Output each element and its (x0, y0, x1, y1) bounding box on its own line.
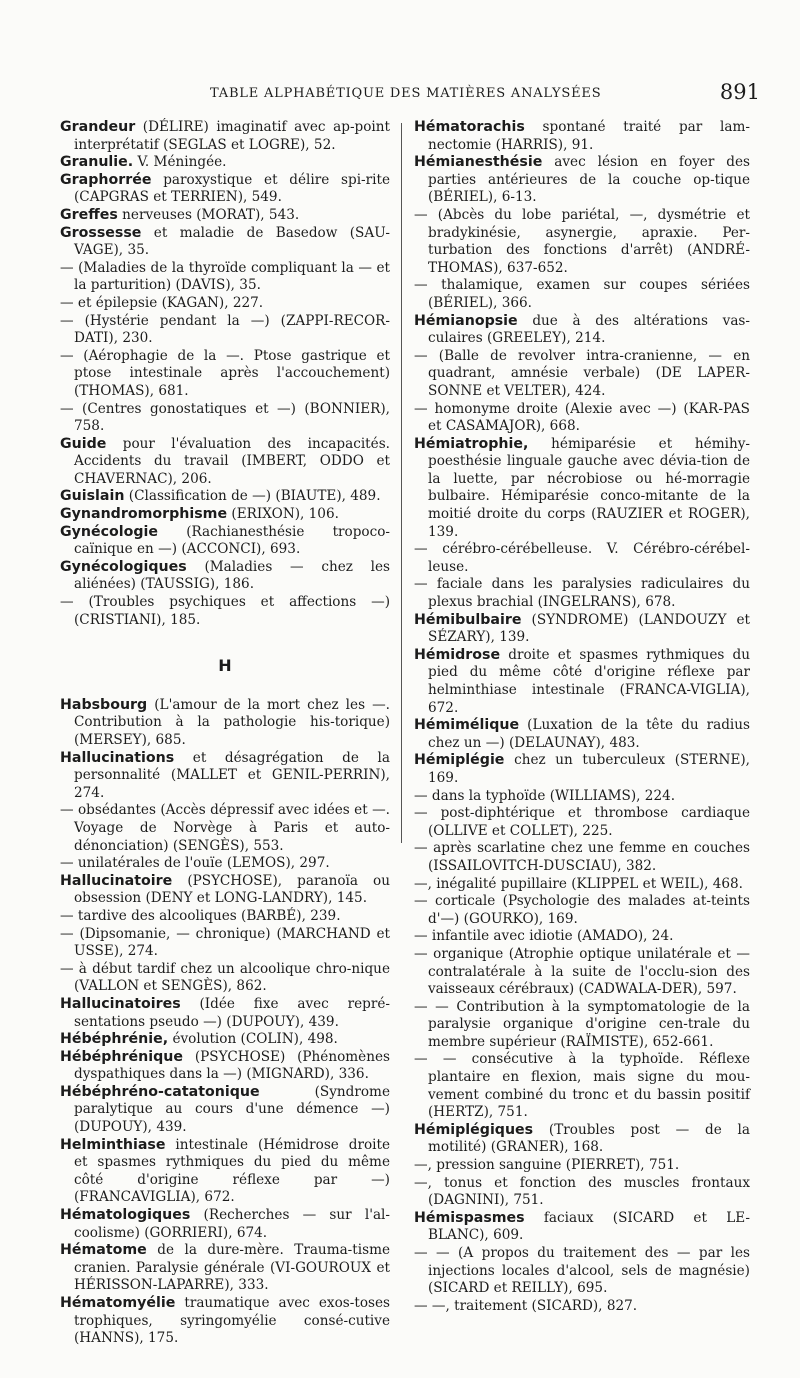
entry-text: nerveuses (MORAT), 543. (117, 206, 300, 223)
entry-headword: Grandeur (60, 119, 136, 135)
entry-text: spontané traité par lam-nectomie (HARRIS), 91. (428, 119, 750, 153)
index-entry (60, 802, 390, 855)
index-entry (414, 277, 750, 312)
index-entry (414, 436, 750, 542)
index-entry (60, 225, 390, 260)
entry-text: et désagrégation de la personnalité (MALLET et GENIL-PERRIN), 274. (74, 749, 390, 801)
entry-headword: Hallucinatoire (60, 872, 173, 889)
index-entry (414, 928, 750, 946)
entry-headword: Hémibulbaire (414, 611, 522, 628)
entry-text: faciaux (SICARD et LE-BLANC), 609. (428, 1209, 750, 1244)
index-entry (60, 1242, 390, 1295)
entry-text: — — Contribution à la symptomatologie de la paralysie organique d'origine cen-trale du membre supérieur (RAÏMISTE), 652-661. (414, 998, 750, 1050)
entry-text: —, pression sanguine (PIERRET), 751. (414, 1157, 680, 1174)
entry-text: — (Maladies de la thyroïde compliquant la — et la parturition) (DAVIS), 35. (60, 259, 390, 294)
index-entry (60, 926, 390, 961)
entry-text: paroxystique et délire spi-rite (CAPGRAS et TERRIEN), 549. (74, 171, 390, 206)
index-entry (60, 154, 390, 172)
index-entry (60, 436, 390, 489)
entry-headword: Gynécologiques (60, 558, 187, 575)
entry-headword: Gynandromorphisme (60, 506, 228, 523)
entry-text: — (Abcès du lobe pariétal, —, dysmétrie et bradykinésie, asynergie, apraxie. Per-turbation des fonctions d'arrêt) (ANDRÉ-THOMAS), 637-652. (414, 206, 750, 276)
index-entry (60, 260, 390, 295)
entry-headword: Hématorachis (414, 119, 525, 135)
entry-headword: Hébéphrénie, (60, 1031, 169, 1048)
entry-text: — (Aérophagie de la —. Ptose gastrique et ptose intestinale après l'accouchement) (THOMAS), 681. (60, 347, 390, 399)
entry-text: — homonyme droite (Alexie avec —) (KAR-PAS et CASAMAJOR), 668. (414, 400, 750, 435)
entry-text: de la dure-mère. Trauma-tisme cranien. Paralysie générale (VI-GOUROUX et HÉRISSON-LAPARRE), 333. (74, 1242, 390, 1294)
index-entry (414, 647, 750, 717)
column-divider (401, 123, 402, 843)
entry-headword: Hémispasmes (414, 1209, 525, 1226)
entry-headword: Hébéphréno-catatonique (60, 1083, 260, 1100)
entry-text: (Maladies — chez les aliénées) (TAUSSIG), 186. (74, 558, 390, 593)
index-entry (60, 506, 390, 524)
index-entry (414, 1210, 750, 1245)
entry-headword: Hémidrose (414, 646, 501, 663)
running-title: TABLE ALPHABÉTIQUE DES MATIÈRES ANALYSÉES (210, 86, 602, 101)
index-entry (414, 1298, 750, 1316)
entry-text: (L'amour de la mort chez les —. Contribution à la pathologie his-torique) (MERSEY), 685. (74, 696, 390, 748)
index-entry (60, 172, 390, 207)
entry-headword: Hémiplégie (414, 752, 505, 769)
index-entry (60, 1049, 390, 1084)
index-entry (60, 855, 390, 873)
entry-text: — (Troubles psychiques et affections —) (CRISTIANI), 185. (60, 594, 390, 628)
index-entry (414, 1175, 750, 1210)
entry-text: (Luxation de la tête du radius chez un —) (DELAUNAY), 483. (428, 717, 750, 751)
entry-headword: Granulie. (60, 154, 134, 171)
index-entry (414, 207, 750, 277)
entry-text: (Troubles post — de la motilité) (GRANER), 168. (428, 1121, 750, 1156)
entry-text: hémiparésie et hémihy-poesthésie linguale gauche avec dévia-tion de la luette, par nécrobiose ou hé-morragie bulbaire. Hémiparésie conco-mitante de la moitié droite du corps (RAUZIER et ROGER), 139. (428, 435, 750, 540)
entry-headword: Grossesse (60, 224, 142, 241)
entry-text: — organique (Atrophie optique unilatérale et — contralatérale à la suite de l'occlu-sion des vaisseaux cérébraux) (CADWALA-DER), 597. (414, 945, 750, 998)
index-entry (414, 999, 750, 1052)
index-entry (414, 401, 750, 436)
entry-text: (Syndrome paralytique au cours d'une démence —) (DUPOUY), 439. (74, 1083, 390, 1136)
index-entry (414, 576, 750, 611)
index-entry (60, 873, 390, 908)
index-entry (60, 1207, 390, 1242)
index-entry (414, 752, 750, 787)
entry-headword: Habsbourg (60, 696, 148, 713)
entry-headword: Hématomyélie (60, 1295, 176, 1311)
entry-text: (DÉLIRE) imaginatif avec ap-point interprétatif (SEGLAS et LOGRE), 52. (74, 119, 390, 153)
index-entry (60, 524, 390, 559)
entry-headword: Gynécologie (60, 523, 159, 540)
right-column (414, 119, 750, 1315)
index-entry (414, 1245, 750, 1298)
index-entry (414, 541, 750, 576)
entry-text: V. Méningée. (133, 154, 227, 171)
entry-text: et maladie de Basedow (SAU-VAGE), 35. (74, 224, 390, 259)
entry-text: — (Balle de revolver intra-cranienne, — en quadrant, amnésie verbale) (DE LAPER-SONNE et VELTER), 424. (414, 347, 750, 399)
index-entry (60, 119, 390, 154)
entry-text: (ERIXON), 106. (227, 506, 339, 523)
entry-text: — faciale dans les paralysies radiculaires du plexus brachial (INGELRANS), 678. (414, 576, 750, 611)
entry-text: — (Hystérie pendant la —) (ZAPPI-RECOR-DATI), 230. (60, 312, 390, 347)
entry-headword: Hallucinatoires (60, 995, 181, 1012)
entry-headword: Hémianopsie (414, 312, 518, 329)
entry-text: avec lésion en foyer des parties antérieures de la couche op-tique (BÉRIEL), 6-13. (428, 154, 750, 206)
entry-text: — post-diphtérique et thrombose cardiaque (OLLIVE et COLLET), 225. (414, 805, 750, 839)
entry-headword: Hémiplégiques (414, 1121, 534, 1138)
entry-text: pour l'évaluation des incapacités. Accidents du travail (IMBERT, ODDO et CHAVERNAC), 206. (74, 435, 390, 487)
entry-text: chez un tuberculeux (STERNE), 169. (428, 752, 750, 786)
left-column (60, 119, 390, 1348)
section-letter: H (218, 656, 232, 676)
index-entry (414, 348, 750, 401)
entry-headword: Hallucinations (60, 749, 175, 766)
entry-headword: Hémianesthésie (414, 154, 543, 171)
index-entry (414, 1051, 750, 1121)
index-entry (60, 313, 390, 348)
entry-text: — corticale (Psychologie des malades at-teints d'—) (GOURKO), 169. (414, 893, 750, 927)
entry-headword: Hématome (60, 1242, 147, 1259)
entry-text: — et épilepsie (KAGAN), 227. (60, 294, 264, 311)
index-entry (414, 876, 750, 894)
index-entry (414, 893, 750, 928)
index-entry (414, 717, 750, 752)
entry-text: — obsédantes (Accès dépressif avec idées et —. Voyage de Norvège à Paris et auto-dénonciation) (SENGÈS), 553. (60, 802, 390, 854)
entry-text: évolution (COLIN), 498. (168, 1031, 338, 1048)
entry-text: intestinale (Hémidrose droite et spasmes rythmiques du pied du même côté d'origine réflexe par —) (FRANCAVIGLIA), 672. (74, 1136, 390, 1206)
entry-text: (Idée fixe avec repré-sentations pseudo —) (DUPOUY), 439. (74, 995, 390, 1030)
index-entry (60, 348, 390, 401)
left-entries-g (60, 119, 390, 629)
index-entry (414, 788, 750, 806)
right-entries (414, 119, 750, 1315)
entry-text: — cérébro-cérébelleuse. V. Cérébro-cérébel-leuse. (414, 541, 750, 575)
entry-headword: Hébéphrénique (60, 1048, 183, 1065)
index-entry (60, 697, 390, 750)
entry-text: (Classification de —) (BIAUTE), 489. (124, 488, 381, 505)
index-entry (60, 207, 390, 225)
entry-text: — thalamique, examen sur coupes sériées (BÉRIEL), 366. (414, 277, 750, 311)
index-entry (60, 559, 390, 594)
entry-text: — après scarlatine chez une femme en couches (ISSAILOVITCH-DUSCIAU), 382. (414, 840, 750, 874)
entry-text: — infantile avec idiotie (AMADO), 24. (414, 928, 674, 945)
index-entry (414, 946, 750, 999)
entry-text: — unilatérales de l'ouïe (LEMOS), 297. (60, 855, 330, 872)
index-entry (60, 295, 390, 313)
index-entry (60, 1137, 390, 1207)
entry-text: (SYNDROME) (LANDOUZY et SÉZARY), 139. (428, 611, 750, 646)
entry-text: (Recherches — sur l'al-coolisme) (GORRIERI), 674. (74, 1207, 390, 1241)
entry-headword: Helminthiase (60, 1136, 166, 1153)
entry-text: — — (A propos du traitement des — par les injections locales d'alcool, sels de magnésie) (SICARD et REILLY), 695. (414, 1245, 750, 1297)
entry-headword: Guide (60, 435, 107, 452)
index-entry (60, 908, 390, 926)
entry-text: —, tonus et fonction des muscles frontaux (DAGNINI), 751. (414, 1174, 750, 1209)
entry-text: — —, traitement (SICARD), 827. (414, 1297, 638, 1314)
page-number: 891 (719, 80, 760, 104)
index-entry (414, 805, 750, 840)
entry-headword: Graphorrée (60, 171, 152, 188)
entry-text: — tardive des alcooliques (BARBÉ), 239. (60, 907, 341, 924)
entry-headword: Hémimélique (414, 717, 520, 734)
entry-text: —, inégalité pupillaire (KLIPPEL et WEIL), 468. (414, 875, 743, 892)
index-entry (60, 996, 390, 1031)
index-entry (414, 840, 750, 875)
entry-headword: Hématologiques (60, 1207, 191, 1224)
index-entry (414, 1157, 750, 1175)
index-entry (60, 594, 390, 629)
entry-text: (PSYCHOSE) (Phénomènes dyspathiques dans la —) (MIGNARD), 336. (74, 1048, 390, 1083)
index-entry (60, 1084, 390, 1137)
entry-text: — — consécutive à la typhoïde. Réflexe plantaire en flexion, mais signe du mou-vement combiné du tronc et du bassin positif (HERTZ), 751. (414, 1051, 750, 1121)
entry-text: — dans la typhoïde (WILLIAMS), 224. (414, 787, 676, 804)
index-entry (414, 119, 750, 154)
index-entry (60, 1295, 390, 1348)
entry-headword: Hémiatrophie, (414, 435, 529, 452)
entry-text: (PSYCHOSE), paranoïa ou obsession (DENY et LONG-LANDRY), 145. (74, 872, 390, 907)
index-entry (60, 750, 390, 803)
index-entry (60, 401, 390, 436)
index-entry (414, 154, 750, 207)
entry-text: (Rachianesthésie tropoco-caïnique en —) (ACCONCI), 693. (74, 523, 390, 558)
index-entry (414, 612, 750, 647)
entry-headword: Greffes (60, 206, 118, 223)
index-entry (60, 1031, 390, 1049)
index-entry (414, 1122, 750, 1157)
entry-headword: Guislain (60, 488, 125, 505)
entry-text: traumatique avec exos-toses trophiques, syringomyélie consé-cutive (HANNS), 175. (74, 1295, 390, 1347)
entry-text: droite et spasmes rythmiques du pied du même côté d'origine réflexe par helminthiase intestinale (FRANCA-VIGLIA), 672. (428, 646, 750, 716)
entry-text: due à des altérations vas-culaires (GREELEY), 214. (428, 312, 750, 347)
left-entries-h (60, 697, 390, 1348)
entry-text: — à début tardif chez un alcoolique chro-nique (VALLON et SENGÈS), 862. (60, 960, 390, 995)
index-entry (60, 488, 390, 506)
index-entry (60, 961, 390, 996)
page-header (60, 80, 760, 110)
entry-text: — (Centres gonostatiques et —) (BONNIER), 758. (60, 400, 390, 435)
index-entry (414, 313, 750, 348)
entry-text: — (Dipsomanie, — chronique) (MARCHAND et USSE), 274. (60, 925, 390, 960)
